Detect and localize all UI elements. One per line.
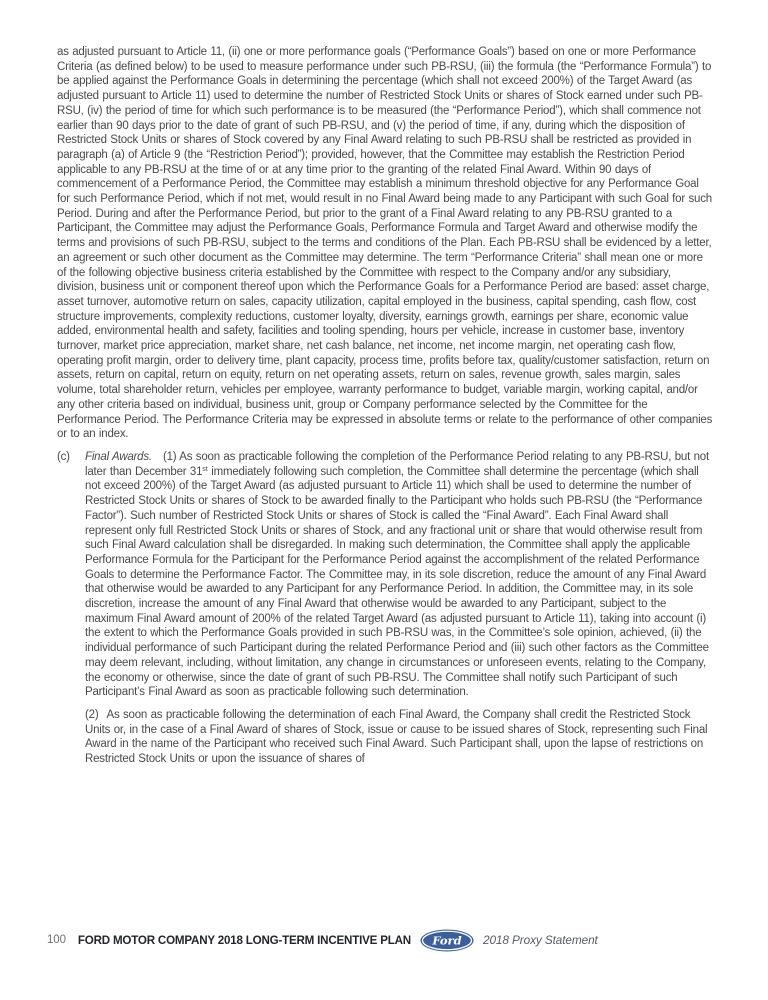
paragraph-intro: as adjusted pursuant to Article 11, (ii) one or more performance goals (“Performance Goals”) based on one or more Performance Criteria (as defined below) to be used to measure performance under such PB-RSU, (iii) the formula (the “Performance Formula”) to be applied against the Performance Goals in determining the percentage (which shall not exceed 200%) of the Target Award (as adjusted pursuant to Article 11) used to determine the number of Restricted Stock Units or shares of Stock earned under such PB-RSU, (iv) the period of time for which such performance is to be measured (the “Performance Period”), which shall commence not earlier than 90 days prior to the date of grant of such PB-RSU, and (v) the period of time, if any, during which the disposition of Restricted Stock Units or shares of Stock covered by any Final Award relating to such PB-RSU shall be restricted as provided in paragraph (a) of Article 9 (the “Restriction Period”); provided, however, that the Committee may establish the Restriction Period applicable to any PB-RSU at the time of or at any time prior to the granting of the related Final Award. Within 90 days of commencement of a Performance Period, the Committee may establish a minimum threshold objective for any Performance Goal for such Performance Period, which if not met, would result in no Final Award being made to any Participant with such Goal for such Period. During and after the Performance Period, but prior to the grant of a Final Award relating to any PB-RSU granted to a Participant, the Committee may adjust the Performance Goals, Performance Formula and Target Award and otherwise modify the terms and provisions of such PB-RSU, subject to the terms and conditions of the Plan. Each PB-RSU shall be evidenced by a letter, an agreement or such other document as the Committee may determine. The term “Performance Criteria” shall mean one or more of the following objective business criteria established by the Committee with respect to the Company and/or any subsidiary, division, business unit or component thereof upon which the Performance Goals for a Performance Period are based: asset charge, asset turnover, automotive return on sales, capacity utilization, capital employed in the business, capital spending, cash flow, cost structure improvements, complexity reductions, customer loyalty, diversity, earnings growth, earnings per share, economic value added, environmental health and safety, facilities and tooling spending, hours per vehicle, increase in customer base, inventory turnover, market price appreciation, market share, net cash balance, net income, net income margin, net operating cash flow, operating profit margin, order to delivery time, plant capacity, process time, profits before tax, quality/customer satisfaction, return on assets, return on capital, return on equity, return on net operating assets, return on sales, revenue growth, sales margin, sales volume, total shareholder return, vehicles per employee, warranty performance to budget, variable margin, working capital, and/or any other criteria based on individual, business unit, group or Company performance selected by the Committee for the Performance Period. The Performance Criteria may be expressed in absolute terms or relate to the performance of other companies or to an index. xyxy=(57,46,713,441)
paragraph-2-label: (2) xyxy=(85,708,99,721)
paragraph-c xyxy=(57,450,713,700)
paragraph-c-heading: Final Awards. xyxy=(85,450,152,463)
paragraph-c-item1-prefix: (1) As soon as practicable following the completion of the Performance Period relating to any PB-RSU, but not later than December 31 xyxy=(85,450,709,478)
page-footer xyxy=(47,928,598,952)
footer-proxy-statement: 2018 Proxy Statement xyxy=(482,933,598,947)
page-number: 100 xyxy=(47,934,66,946)
paragraph-2 xyxy=(85,708,713,767)
document-body xyxy=(57,45,713,775)
footer-plan-title: FORD MOTOR COMPANY 2018 LONG-TERM INCENTIVE PLAN xyxy=(77,933,411,947)
paragraph-c-item1-body: immediately following such completion, the Committee shall determine the percentage (which shall not exceed 200%) of the Target Award (as adjusted pursuant to Article 11) which shall be used to determine the number of Restricted Stock Units or shares of Stock to be awarded finally to the Participant who holds such PB-RSU (the “Performance Factor”). Such number of Restricted Stock Units or shares of Stock is called the “Final Award”. Each Final Award shall represent only full Restricted Stock Units or shares of Stock, and any fractional unit or share that would otherwise result from such Final Award calculation shall be disregarded. In making such determination, the Committee shall apply the applicable Performance Formula for the Participant for the Performance Period against the accomplishment of the related Performance Goals to determine the Performance Factor. The Committee may, in its sole discretion, reduce the amount of any Final Award that otherwise would be awarded to any Participant for any Performance Period. In addition, the Committee may, in its sole discretion, increase the amount of any Final Award that otherwise would be awarded to any Participant, subject to the maximum Final Award amount of 200% of the related Target Award (as adjusted pursuant to Article 11), taking into account (i) the extent to which the Performance Goals provided in such PB-RSU was, in the Committee’s sole opinion, achieved, (ii) the individual performance of such Participant during the related Performance Period and (iii) such other factors as the Committee may deem relevant, including, without limitation, any change in circumstances or unforeseen events, relating to the Company, the economy or otherwise, since the date of grant of such PB-RSU. The Committee shall notify such Participant of such Participant’s Final Award as soon as practicable following such determination. xyxy=(85,465,709,699)
superscript-st: st xyxy=(202,465,208,473)
paragraph-c-label: (c) xyxy=(57,450,70,463)
paragraph-2-text: As soon as practicable following the determination of each Final Award, the Company shall credit the Restricted Stock Units or, in the case of a Final Award of shares of Stock, issue or cause to be issued shares of Stock, representing such Final Award in the name of the Participant who received such Final Award. Such Participant shall, upon the lapse of restrictions on Restricted Stock Units or upon the issuance of shares of xyxy=(85,708,708,766)
ford-logo-text: Ford xyxy=(432,933,462,947)
ford-logo-icon xyxy=(420,929,474,952)
